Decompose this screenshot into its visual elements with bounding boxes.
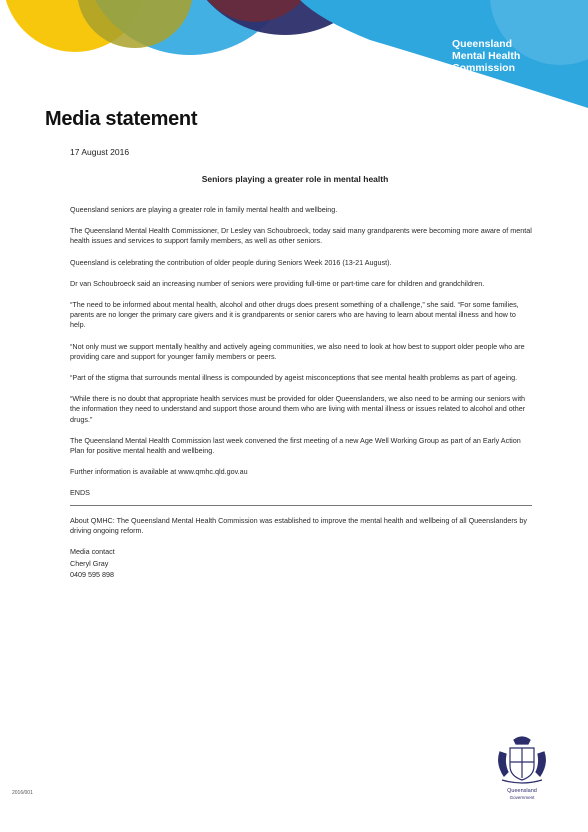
media-contact — [70, 547, 532, 581]
queensland-government-crest-icon — [492, 732, 552, 804]
website-link[interactable]: Further information is available at www.qmhc.qld.gov.au — [70, 467, 248, 477]
paragraph: The Queensland Mental Health Commissioner, Dr Lesley van Schoubroeck, today said many grandparents were becoming more aware of mental health issues and services to support family members, as well as other seniors. — [70, 226, 532, 246]
paragraph: “Not only must we support mentally healthy and actively ageing communities, we also need to look at how best to support older people who are providing care and support for younger family members or peers. — [70, 341, 525, 361]
headline: Seniors playing a greater role in mental health — [201, 174, 389, 184]
paragraph: Queensland is celebrating the contribution of older people during Seniors Week 2016 (13-21 August). — [70, 257, 392, 267]
paragraph: “While there is no doubt that appropriate health services must be provided for older Queenslanders, we also need to be arming our seniors with the information they need to understand and support those around them who are living with mental illness or issues related to alcohol and other drugs.” — [70, 394, 526, 424]
crest-text-2: Government — [509, 795, 535, 800]
document-code: 2016/001 — [12, 790, 33, 796]
contact-name: Cheryl Gray — [70, 558, 109, 568]
crest-text-1: Queensland — [507, 788, 537, 794]
brand-line-1: Queensland — [452, 38, 513, 50]
paragraph: The Queensland Mental Health Commission last week convened the first meeting of a new Age Well Working Group as part of an Early Action Plan for positive mental health and wellbeing. — [70, 435, 521, 456]
qmhc-logo-text — [452, 38, 562, 74]
page-title: Media statement — [45, 108, 198, 130]
brand-line-2: Mental Health — [452, 50, 521, 62]
contact-heading: Media contact — [70, 547, 115, 557]
paragraph: “Part of the stigma that surrounds mental illness is compounded by ageist misconceptions that see mental health problems as part of ageing. — [70, 373, 518, 383]
contact-phone: 0409 595 898 — [70, 570, 114, 580]
ends-marker: ENDS — [70, 488, 90, 498]
paragraph: Dr van Schoubroeck said an increasing number of seniors were providing full-time or part-time care for children and grandchildren. — [70, 278, 485, 288]
about-qmhc: About QMHC: The Queensland Mental Health Commission was established to improve the mental health and wellbeing of all Queenslanders by driving ongoing reform. — [70, 515, 527, 535]
statement-body — [70, 205, 532, 582]
brand-line-3: Commission — [452, 62, 516, 74]
paragraph: “The need to be informed about mental health, alcohol and other drugs does present something of a challenge,” she said. “For some families, parents are no longer the primary care givers and it is grandparents or senior carers who are having to learn about mental illness and how to help. — [70, 300, 519, 330]
release-date: 17 August 2016 — [70, 147, 130, 157]
paragraph: Queensland seniors are playing a greater role in family mental health and wellbeing. — [70, 205, 338, 214]
divider — [70, 505, 532, 506]
